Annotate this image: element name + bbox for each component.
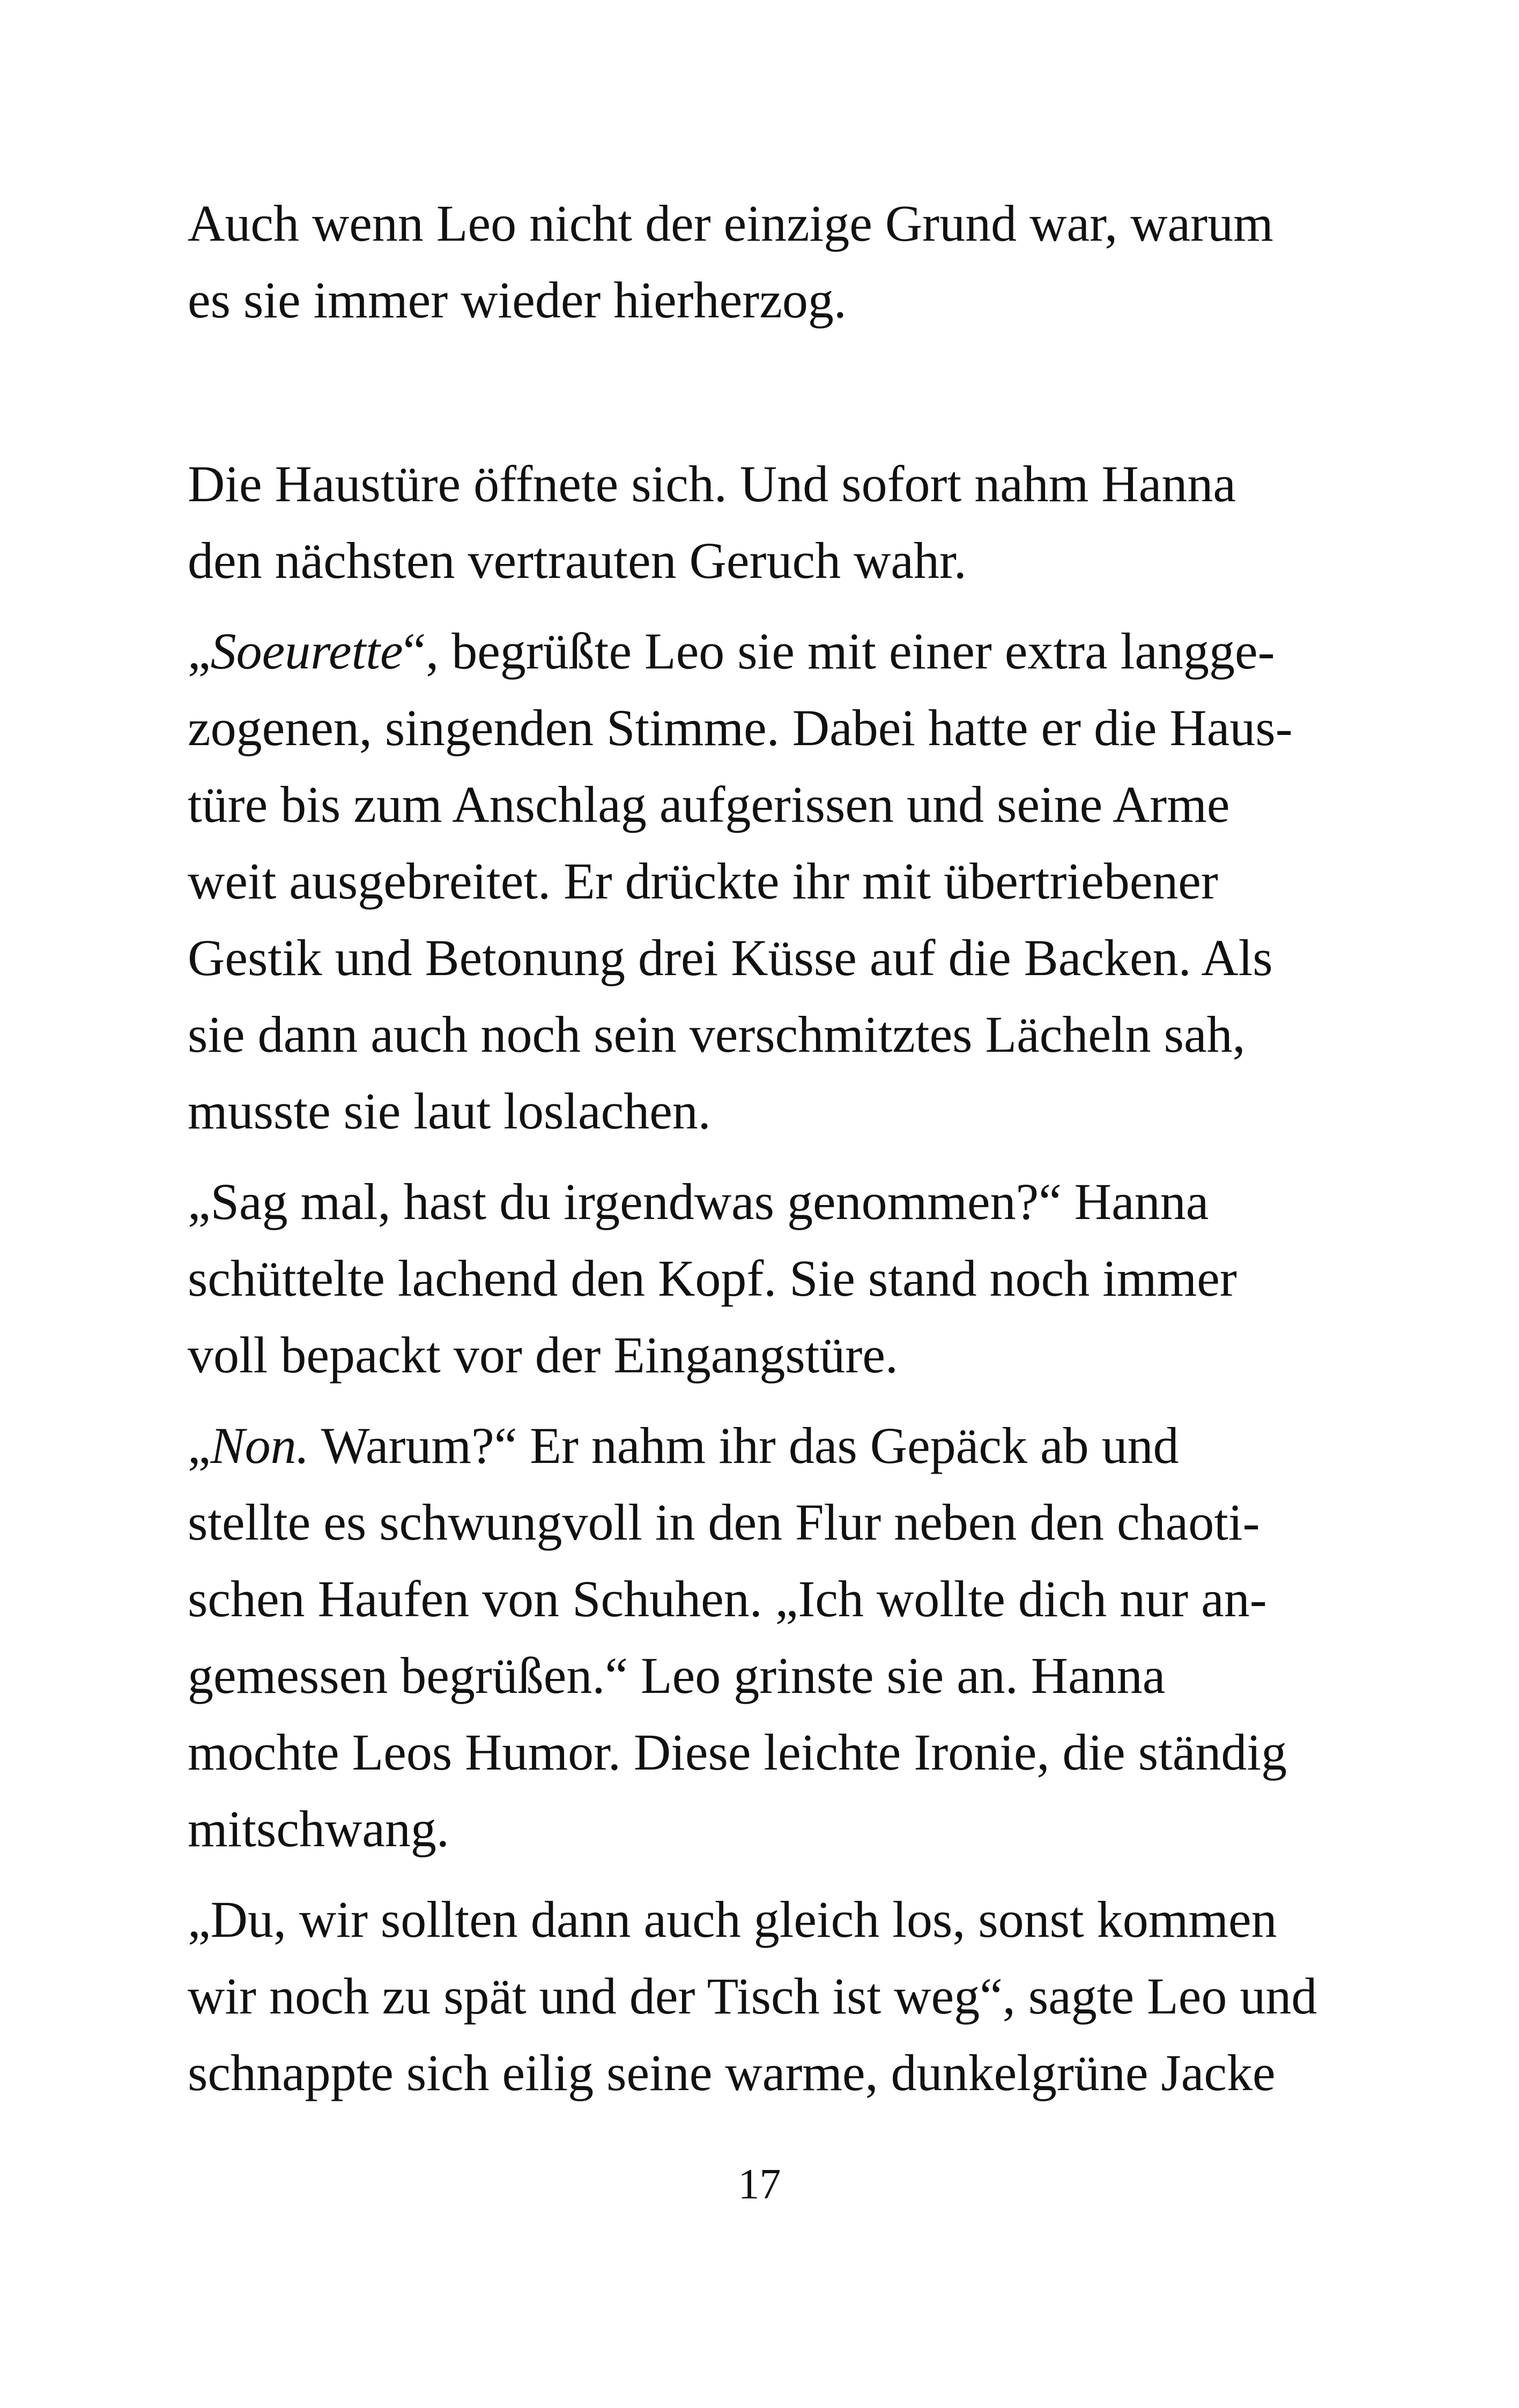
line: mochte Leos Humor. Diese leichte Ironie, die ständig: [188, 1723, 1287, 1781]
page-number: 17: [738, 2161, 781, 2208]
line: wir noch zu spät und der Tisch ist weg“, sagte Leo und: [188, 1967, 1317, 2025]
line: mitschwang.: [188, 1800, 449, 1857]
line: voll bepackt vor der Eingangstüre.: [188, 1326, 898, 1384]
paragraph-2: [188, 445, 1319, 599]
paragraph-4: [188, 1163, 1319, 1393]
line: sie dann auch noch sein verschmitztes Lächeln sah,: [188, 1006, 1246, 1063]
line: schnappte sich eilig seine warme, dunkelgrüne Jacke: [188, 2044, 1276, 2101]
line: „Du, wir sollten dann auch gleich los, sonst kommen: [188, 1891, 1277, 1948]
open-quote: „: [188, 622, 211, 680]
open-quote: „: [188, 1417, 211, 1474]
line: „Sag mal, hast du irgendwas genommen?“ Hanna: [188, 1173, 1209, 1230]
paragraph-5: [188, 1407, 1319, 1867]
line: schüttelte lachend den Kopf. Sie stand noch immer: [188, 1250, 1237, 1307]
line: es sie immer wieder hierherzog.: [188, 271, 847, 329]
line: zogenen, singenden Stimme. Dabei hatte er die Haus-: [188, 699, 1293, 756]
paragraph-1: [188, 185, 1319, 338]
line: Gestik und Betonung drei Küsse auf die Backen. Als: [188, 929, 1273, 986]
italic-word: Non.: [210, 1417, 309, 1474]
line: stellte es schwungvoll in den Flur neben den chaoti-: [188, 1493, 1260, 1551]
line: gemessen begrüßen.“ Leo grinste sie an. Hanna: [188, 1647, 1166, 1704]
line: musste sie laut loslachen.: [188, 1082, 711, 1140]
line: weit ausgebreitet. Er drückte ihr mit übertriebener: [188, 852, 1218, 910]
line: den nächsten vertrauten Geruch wahr.: [188, 532, 967, 589]
line: Warum?“ Er nahm ihr das Gepäck ab und: [309, 1417, 1179, 1474]
line: türe bis zum Anschlag aufgerissen und seine Arme: [188, 776, 1230, 833]
body-text: [188, 185, 1319, 2111]
line: Auch wenn Leo nicht der einzige Grund war, warum: [188, 195, 1273, 252]
italic-word: Soeurette: [210, 622, 403, 680]
paragraph-3: [188, 613, 1319, 1149]
line: “, begrüßte Leo sie mit einer extra langge-: [403, 622, 1275, 680]
line: Die Haustüre öffnete sich. Und sofort nahm Hanna: [188, 455, 1236, 512]
line: schen Haufen von Schuhen. „Ich wollte dich nur an-: [188, 1570, 1267, 1627]
paragraph-6: [188, 1881, 1319, 2111]
